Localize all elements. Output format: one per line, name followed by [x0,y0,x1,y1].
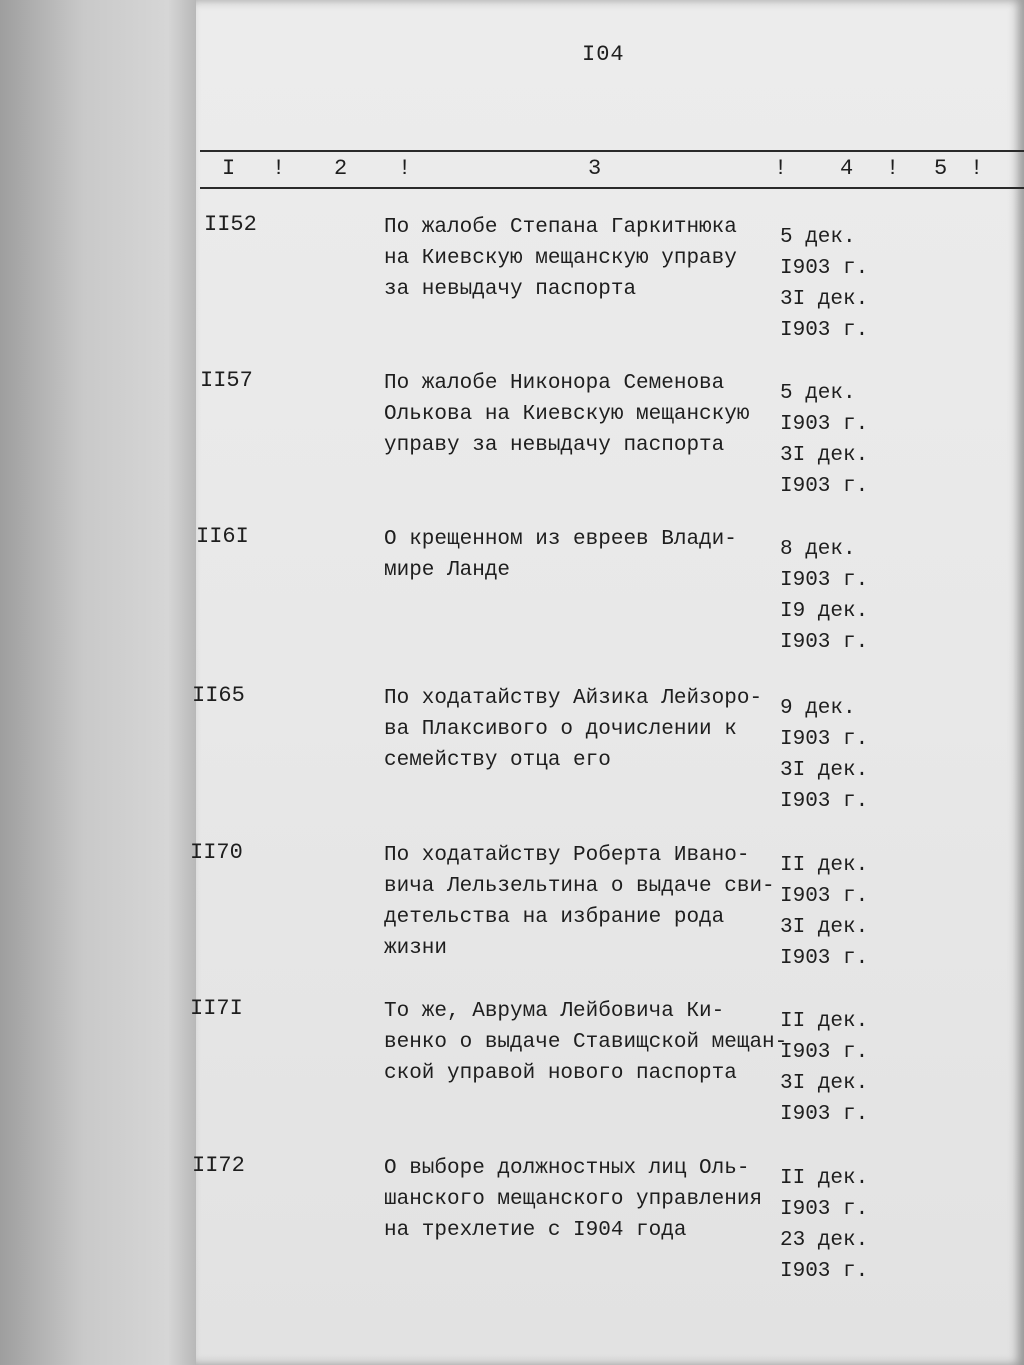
column-separator: ! [272,156,286,181]
description-line: По жалобе Никонора Семенова [384,372,725,395]
date-start: 8 дек. [780,538,856,561]
description-line: за невыдачу паспорта [384,278,637,301]
register-entry [192,1153,1024,1303]
year-start: I903 г. [780,413,869,436]
year-end: I903 г. [780,1260,869,1283]
year-end: I903 г. [780,790,869,813]
description-line: венко о выдаче Ставищской мещан- [384,1031,788,1054]
entry-dates [780,378,890,502]
date-start: II дек. [780,1167,869,1190]
year-start: I903 г. [780,1041,869,1064]
date-start: 5 дек. [780,382,856,405]
description-line: детельства на избрание рода [384,906,725,929]
facing-page [0,0,210,1365]
column-separator: ! [970,156,984,181]
year-start: I903 г. [780,569,869,592]
header-rule-bottom [200,187,1024,189]
description-line: То же, Аврума Лейбовича Ки- [384,1000,725,1023]
column-header-3: 3 [588,156,602,181]
entry-dates [780,1006,890,1130]
column-header-1: I [222,156,236,181]
year-end: I903 г. [780,475,869,498]
entry-dates [780,850,890,974]
year-start: I903 г. [780,728,869,751]
document-page [190,0,1024,1365]
description-line: вича Лельзельтина о выдаче сви- [384,875,775,898]
column-header-5: 5 [934,156,948,181]
page-number: I04 [582,42,625,67]
description-line: ва Плаксивого о дочислении к [384,718,737,741]
column-header-4: 4 [840,156,854,181]
entry-dates [780,1163,890,1287]
description-line: семейству отца его [384,749,611,772]
description-line: По жалобе Степана Гаркитнюка [384,216,737,239]
description-line: шанского мещанского управления [384,1188,763,1211]
date-end: 3I дек. [780,288,869,311]
entry-number: II6I [196,524,249,549]
entry-dates [780,222,890,346]
register-entry [192,683,1024,833]
entry-description [384,683,779,776]
entry-number: II7I [190,996,243,1021]
register-entry [190,840,1024,990]
entry-description [384,840,779,964]
description-line: на трехлетие с I904 года [384,1219,687,1242]
year-start: I903 г. [780,257,869,280]
year-end: I903 г. [780,631,869,654]
year-start: I903 г. [780,1198,869,1221]
date-end: 3I дек. [780,759,869,782]
entry-number: II52 [204,212,257,237]
description-line: По ходатайству Роберта Ивано- [384,844,750,867]
year-end: I903 г. [780,947,869,970]
description-line: По ходатайству Айзика Лейзоро- [384,687,763,710]
description-line: О крещенном из евреев Влади- [384,528,737,551]
date-end: 3I дек. [780,916,869,939]
entry-dates [780,534,890,658]
year-start: I903 г. [780,885,869,908]
entry-number: II70 [190,840,243,865]
date-start: 5 дек. [780,226,856,249]
description-line: ской управой нового паспорта [384,1062,737,1085]
date-end: 3I дек. [780,1072,869,1095]
date-end: I9 дек. [780,600,869,623]
date-start: II дек. [780,854,869,877]
description-line: на Киевскую мещанскую управу [384,247,737,270]
description-line: управу за невыдачу паспорта [384,434,725,457]
entry-description [384,524,779,586]
year-end: I903 г. [780,319,869,342]
year-end: I903 г. [780,1103,869,1126]
date-start: 9 дек. [780,697,856,720]
header-rule-top [200,150,1024,152]
description-line: мире Ланде [384,559,511,582]
column-separator: ! [398,156,412,181]
register-entry [196,212,1024,362]
date-end: 3I дек. [780,444,869,467]
column-separator: ! [886,156,900,181]
description-line: Олькова на Киевскую мещанскую [384,403,750,426]
date-start: II дек. [780,1010,869,1033]
entry-description [384,368,779,461]
description-line: О выборе должностных лиц Оль- [384,1157,750,1180]
entry-number: II57 [200,368,253,393]
date-end: 23 дек. [780,1229,869,1252]
register-entry [196,368,1024,518]
register-entry [196,524,1024,674]
column-header-2: 2 [334,156,348,181]
entry-description [384,996,788,1089]
entry-description [384,1153,779,1246]
description-line: жизни [384,937,448,960]
entry-number: II65 [192,683,245,708]
column-separator: ! [774,156,788,181]
entry-number: II72 [192,1153,245,1178]
entry-dates [780,693,890,817]
register-entry [190,996,1024,1146]
entry-description [384,212,779,305]
